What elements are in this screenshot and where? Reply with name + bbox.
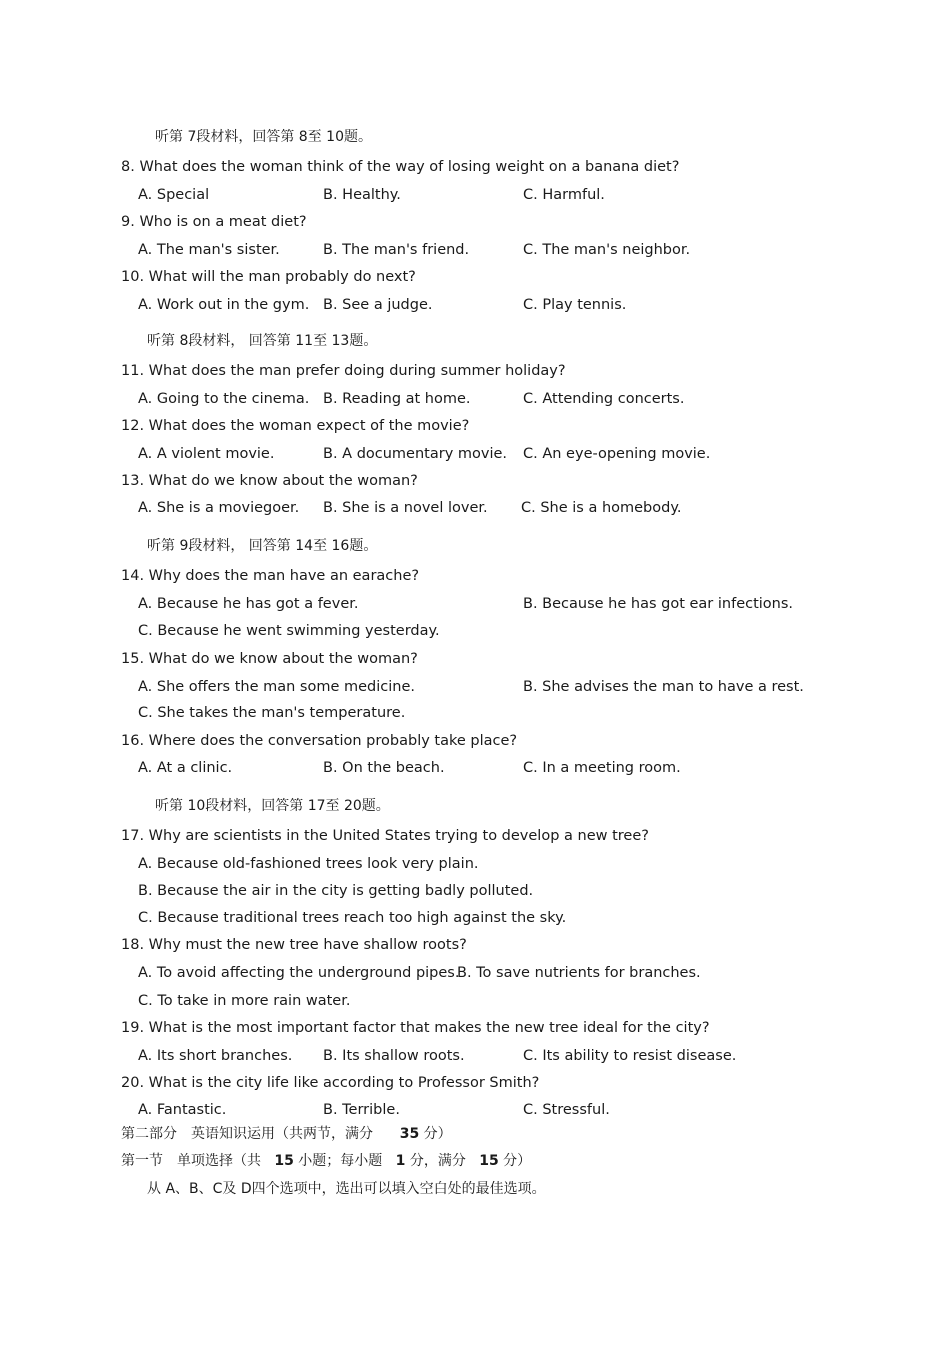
q19-option-c: C. Its ability to resist disease. [523,1048,737,1064]
section-one-text-total: 分，满分 [409,1153,466,1169]
question-16: 16. Where does the conversation probably take place? [121,733,518,749]
section-7-heading: 听第 7段材料，回答第 8至 10题。 [155,129,372,145]
q10-option-b: B. See a judge. [323,297,433,313]
question-11: 11. What does the man prefer doing during summer holiday? [121,363,566,379]
part-two-total-score: 35 [399,1126,420,1142]
q12-option-c: C. An eye-opening movie. [523,446,711,462]
question-19: 19. What is the most important factor that makes the new tree ideal for the city? [121,1020,710,1036]
section-8-heading: 听第 8段材料， 回答第 11至 13题。 [147,333,378,349]
section-one-question-count: 15 [274,1153,294,1169]
section-one-title: 第一节 单项选择（共 [121,1153,261,1169]
part-two-heading [121,1125,452,1143]
q10-option-a: A. Work out in the gym. [138,297,310,313]
question-12: 12. What does the woman expect of the movie? [121,418,470,434]
section-one-instructions: 从 A、B、C及 D四个选项中，选出可以填入空白处的最佳选项。 [147,1181,546,1197]
q11-option-a: A. Going to the cinema. [138,391,310,407]
q8-option-a: A. Special [138,187,210,203]
q16-option-a: A. At a clinic. [138,760,233,776]
q9-option-a: A. The man's sister. [138,242,280,258]
question-15: 15. What do we know about the woman? [121,651,418,667]
q13-option-a: A. She is a moviegoer. [138,500,300,516]
q11-option-b: B. Reading at home. [323,391,471,407]
section-one-total-score: 15 [479,1153,499,1169]
section-9-heading: 听第 9段材料， 回答第 14至 16题。 [147,538,378,554]
question-8: 8. What does the woman think of the way of losing weight on a banana diet? [121,159,680,175]
question-17: 17. Why are scientists in the United States trying to develop a new tree? [121,828,649,844]
q9-option-c: C. The man's neighbor. [523,242,691,258]
q13-option-c: C. She is a homebody. [521,500,682,516]
question-10: 10. What will the man probably do next? [121,269,416,285]
q14-option-c: C. Because he went swimming yesterday. [138,623,440,639]
question-14: 14. Why does the man have an earache? [121,568,420,584]
question-18: 18. Why must the new tree have shallow roots? [121,937,467,953]
q15-option-a: A. She offers the man some medicine. [138,679,416,695]
q8-option-c: C. Harmful. [523,187,605,203]
q17-option-c: C. Because traditional trees reach too high against the sky. [138,910,567,926]
q13-option-b: B. She is a novel lover. [323,500,488,516]
q20-option-b: B. Terrible. [323,1102,400,1118]
q16-option-c: C. In a meeting room. [523,760,681,776]
question-13: 13. What do we know about the woman? [121,473,418,489]
section-one-unit: 分） [503,1153,532,1169]
q18-option-a: A. To avoid affecting the underground pipes. [138,965,460,981]
q15-option-c: C. She takes the man's temperature. [138,705,406,721]
q20-option-a: A. Fantastic. [138,1102,227,1118]
q15-option-b: B. She advises the man to have a rest. [523,679,804,695]
q20-option-c: C. Stressful. [523,1102,610,1118]
q16-option-b: B. On the beach. [323,760,445,776]
question-20: 20. What is the city life like according to Professor Smith? [121,1075,540,1091]
part-two-unit: 分） [423,1126,452,1142]
question-9: 9. Who is on a meat diet? [121,214,307,230]
q17-option-a: A. Because old-fashioned trees look very plain. [138,856,479,872]
q14-option-a: A. Because he has got a fever. [138,596,359,612]
q18-option-b: B. To save nutrients for branches. [457,965,701,981]
q9-option-b: B. The man's friend. [323,242,470,258]
section-one-heading [121,1152,531,1170]
section-one-points-each: 1 [395,1153,406,1169]
q8-option-b: B. Healthy. [323,187,401,203]
q17-option-b: B. Because the air in the city is getting badly polluted. [138,883,534,899]
part-two-title: 第二部分 英语知识运用（共两节，满分 [121,1126,373,1142]
q11-option-c: C. Attending concerts. [523,391,685,407]
q12-option-a: A. A violent movie. [138,446,275,462]
q10-option-c: C. Play tennis. [523,297,627,313]
section-one-text-per-question: 小题；每小题 [298,1153,383,1169]
q19-option-b: B. Its shallow roots. [323,1048,465,1064]
q14-option-b: B. Because he has got ear infections. [523,596,794,612]
section-10-heading: 听第 10段材料，回答第 17至 20题。 [155,798,390,814]
q18-option-c: C. To take in more rain water. [138,993,351,1009]
q19-option-a: A. Its short branches. [138,1048,293,1064]
q12-option-b: B. A documentary movie. [323,446,508,462]
